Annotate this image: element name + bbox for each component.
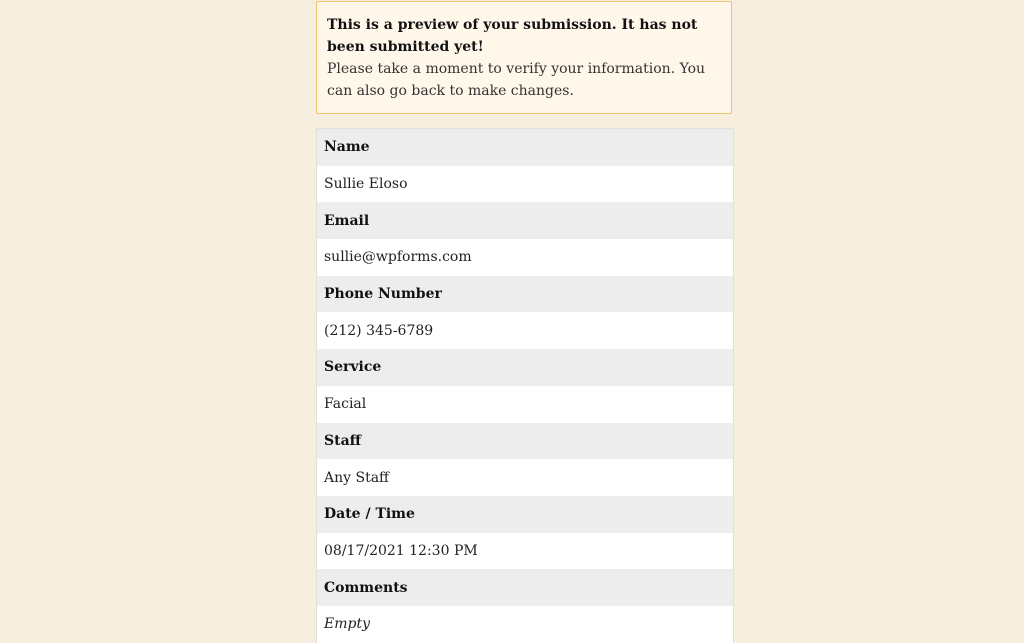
field-value-email: sullie@wpforms.com <box>317 239 733 276</box>
field-value-staff: Any Staff <box>317 459 733 496</box>
field-label-comments: Comments <box>317 569 733 606</box>
preview-notice <box>316 1 732 114</box>
field-value-date-time: 08/17/2021 12:30 PM <box>317 533 733 570</box>
field-list <box>316 128 734 643</box>
field-value-comments: Empty <box>317 606 733 643</box>
field-label-name: Name <box>317 129 733 166</box>
field-label-phone: Phone Number <box>317 276 733 313</box>
field-label-email: Email <box>317 202 733 239</box>
submission-preview <box>316 1 732 643</box>
field-label-service: Service <box>317 349 733 386</box>
preview-notice-body: Please take a moment to verify your information. You can also go back to make changes. <box>327 61 706 99</box>
field-label-date-time: Date / Time <box>317 496 733 533</box>
field-value-service: Facial <box>317 386 733 423</box>
preview-notice-title: This is a preview of your submission. It has not been submitted yet! <box>327 17 698 55</box>
field-value-phone: (212) 345-6789 <box>317 312 733 349</box>
field-label-staff: Staff <box>317 423 733 460</box>
field-value-name: Sullie Eloso <box>317 166 733 203</box>
